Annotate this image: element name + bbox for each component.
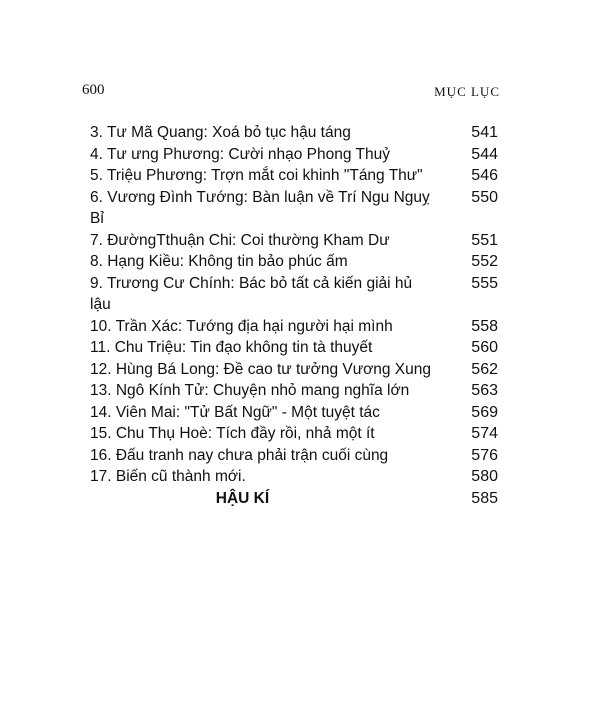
toc-entry	[90, 423, 498, 445]
toc-entry-title: 11. Chu Triệu: Tin đạo không tin tà thuyết	[90, 339, 373, 356]
toc-entry	[90, 187, 498, 230]
toc-entry-page: 555	[471, 274, 498, 292]
toc-entry	[90, 165, 498, 187]
toc-entry-page: 546	[471, 167, 498, 184]
toc-entry	[90, 144, 498, 166]
toc-entry-page: 551	[471, 231, 498, 249]
toc-entry	[90, 359, 498, 381]
page-number: 600	[82, 82, 105, 98]
toc-entry-title: 15. Chu Thụ Hoè: Tích đầy rồi, nhả một ít	[90, 425, 375, 442]
toc-entry-title: 3. Tư Mã Quang: Xoá bỏ tục hậu táng	[90, 124, 351, 141]
toc-entry-page: 550	[471, 188, 498, 206]
toc-epilogue-page: 585	[471, 489, 498, 507]
toc-entry-page: 558	[471, 317, 498, 335]
toc-entry	[90, 316, 498, 338]
toc-entry-title: 17. Biến cũ thành mới.	[90, 468, 246, 485]
toc-entry-page: 563	[471, 382, 498, 399]
toc-entry-title: 12. Hùng Bá Long: Đề cao tư tưởng Vương Xung	[90, 360, 431, 378]
toc-entry-page: 562	[471, 360, 498, 378]
toc-entry	[90, 402, 498, 424]
toc-entry-title: 9. Trương Cư Chính: Bác bỏ tất cả kiến giải hủ lậu	[90, 274, 413, 313]
toc-entry-title: 6. Vương Đình Tướng: Bàn luận về Trí Ngu Nguỵ Bỉ	[90, 188, 430, 227]
toc-epilogue	[90, 488, 498, 510]
toc-entry	[90, 122, 498, 144]
toc-entry-page: 552	[471, 253, 498, 270]
running-head: MỤC LỤC	[434, 84, 500, 99]
toc-entry-page: 569	[471, 403, 498, 421]
toc-entry	[90, 445, 498, 467]
toc-entry-page: 541	[471, 124, 498, 141]
toc-epilogue-title: HẬU KÍ	[215, 489, 270, 507]
toc-entry	[90, 466, 498, 488]
toc-entry-page: 580	[471, 468, 498, 485]
toc-entry-page: 544	[471, 145, 498, 163]
toc-entry-title: 10. Trần Xác: Tướng địa hại người hại mình	[90, 317, 393, 335]
toc-entry	[90, 230, 498, 252]
toc-entry	[90, 251, 498, 273]
toc-entry	[90, 337, 498, 359]
toc-entry-title: 5. Triệu Phương: Trợn mắt coi khinh "Táng Thư"	[90, 167, 423, 184]
toc-entry-page: 576	[471, 446, 498, 464]
toc-entry-title: 7. ĐườngTthuận Chi: Coi thường Kham Dư	[90, 231, 390, 249]
toc-entry-title: 4. Tư ưng Phương: Cười nhạo Phong Thuỷ	[90, 145, 390, 163]
toc-entry-title: 8. Hạng Kiều: Không tin bảo phúc ấm	[90, 253, 348, 270]
toc-entry	[90, 380, 498, 402]
toc-entry-title: 16. Đấu tranh nay chưa phải trận cuối cùng	[90, 446, 389, 464]
toc-entry-page: 560	[471, 339, 498, 356]
table-of-contents	[90, 122, 498, 509]
toc-entry	[90, 273, 498, 316]
toc-entry-page: 574	[471, 425, 498, 442]
toc-entry-title: 14. Viên Mai: "Tử Bất Ngữ" - Một tuyệt tác	[90, 403, 380, 421]
toc-entry-title: 13. Ngô Kính Tử: Chuyện nhỏ mang nghĩa lớn	[90, 382, 410, 399]
